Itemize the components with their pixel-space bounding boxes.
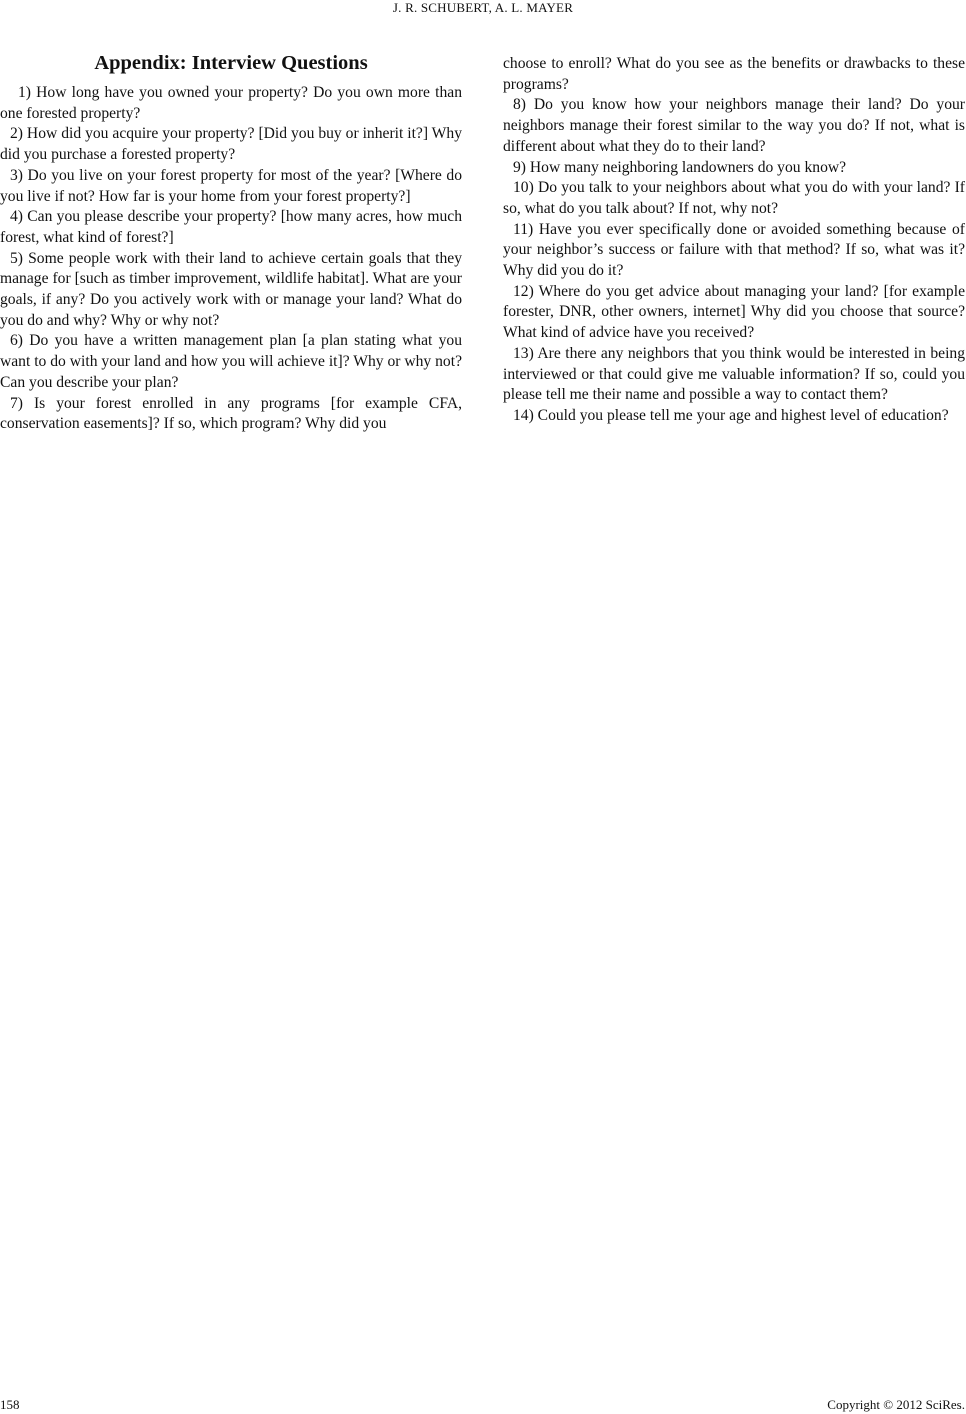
copyright-notice: Copyright © 2012 SciRes.	[827, 1397, 965, 1412]
question-7-continued: choose to enroll? What do you see as the benefits or drawbacks to these programs?	[503, 55, 965, 93]
question-11: 11) Have you ever specifically done or avoided something because of your neighbor’s success or failure with that method? If so, what was it? Why did you do it?	[503, 220, 965, 280]
appendix-title: Appendix: Interview Questions	[94, 52, 368, 74]
page-number: 158	[0, 1397, 20, 1412]
right-column	[503, 54, 965, 427]
running-header: J. R. SCHUBERT, A. L. MAYER	[392, 0, 574, 15]
question-5: 5) Some people work with their land to achieve certain goals that they manage for [such as timber improvement, wildlife habitat]. What are your goals, if any? Do you actively work with or manage your land? What do you do and why? Why or why not?	[0, 249, 462, 329]
question-1: 1) How long have you owned your property? Do you own more than one forested property?	[0, 84, 462, 122]
question-3: 3) Do you live on your forest property for most of the year? [Where do you live if not? How far is your home from your forest property?]	[0, 166, 462, 205]
question-14: 14) Could you please tell me your age and highest level of education?	[513, 406, 949, 424]
question-8: 8) Do you know how your neighbors manage their land? Do your neighbors manage their forest similar to the way you do? If not, what is different about what they do to their land?	[503, 96, 965, 155]
question-7: 7) Is your forest enrolled in any programs [for example CFA, conservation easements]? If so, which program? Why did you	[0, 394, 462, 433]
question-9: 9) How many neighboring landowners do you know?	[513, 158, 847, 176]
question-4: 4) Can you please describe your property? [how many acres, how much forest, what kind of forest?]	[0, 208, 462, 246]
question-12: 12) Where do you get advice about managing your land? [for example forester, DNR, other owners, internet] Why did you choose that source? What kind of advice have you received?	[503, 282, 965, 342]
question-10: 10) Do you talk to your neighbors about what you do with your land? If so, what do you talk about? If not, why not?	[503, 179, 965, 217]
question-13: 13) Are there any neighbors that you think would be interested in being interviewed or that could give me valuable information? If so, could you please tell me their name and possible a way to contact them?	[503, 344, 965, 404]
question-6: 6) Do you have a written management plan [a plan stating what you want to do with your land and how you will achieve it]? Why or why not? Can you describe your plan?	[0, 332, 462, 391]
left-column	[0, 50, 462, 435]
question-2: 2) How did you acquire your property? [Did you buy or inherit it?] Why did you purchase a forested property?	[0, 125, 462, 164]
